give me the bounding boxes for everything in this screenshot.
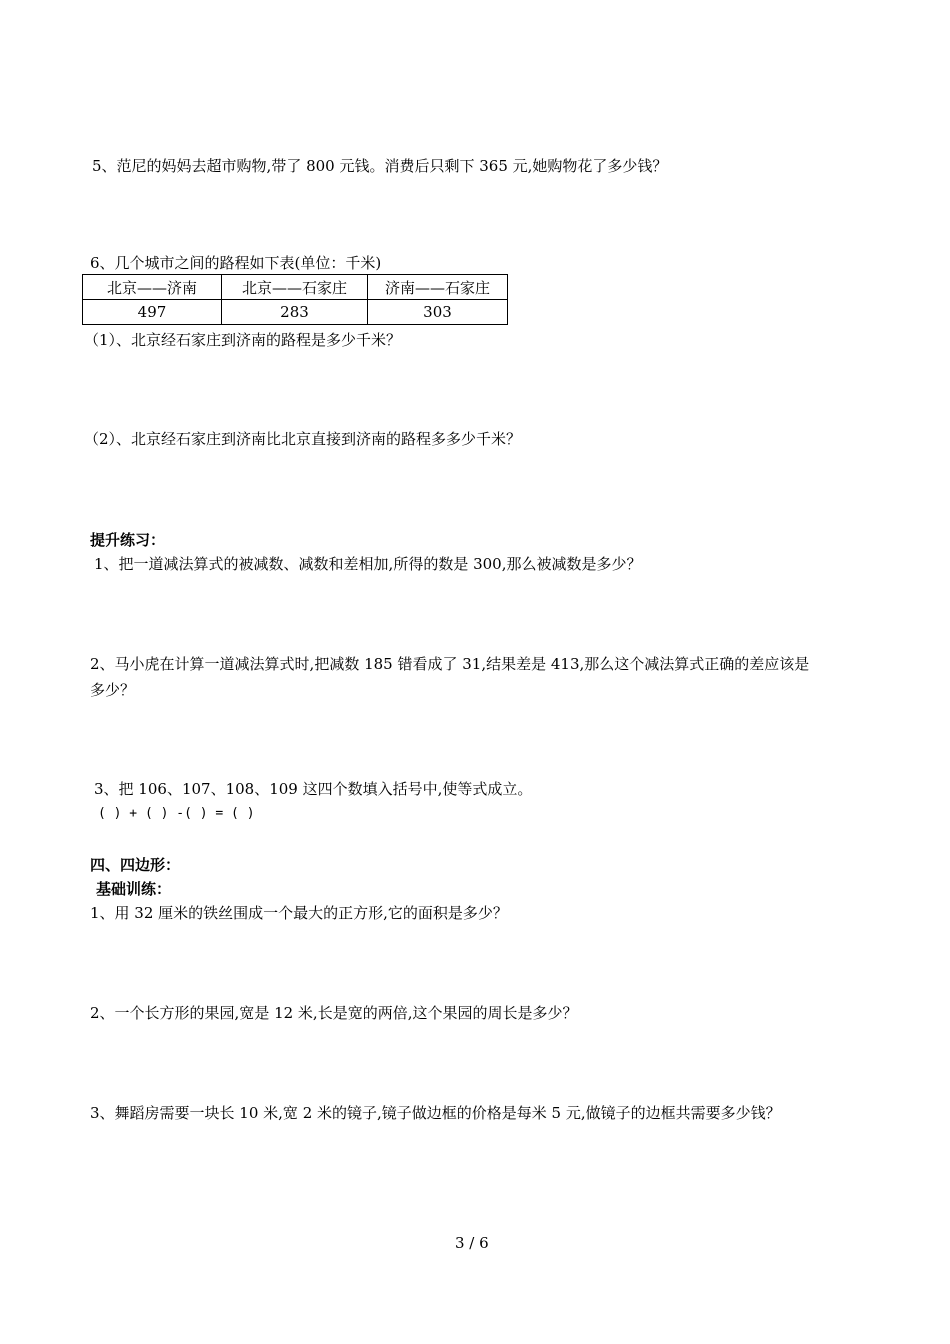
table-cell: 303	[368, 300, 508, 325]
route-table	[82, 274, 508, 325]
table-row	[83, 300, 508, 325]
table-header-cell: 北京——石家庄	[222, 275, 368, 300]
table-header-cell: 北京——济南	[83, 275, 222, 300]
question-6-sub1: （1）、北京经石家庄到济南的路程是多少千米？	[84, 331, 402, 349]
section-4-question-1: 1、用 32 厘米的铁丝围成一个最大的正方形,它的面积是多少？	[90, 904, 508, 922]
table-header-row	[83, 275, 508, 300]
advanced-question-3: 3、把 106、107、108、109 这四个数填入括号中,使等式成立。	[94, 780, 533, 798]
question-6-sub2: （2）、北京经石家庄到济南比北京直接到济南的路程多多少千米？	[84, 430, 522, 448]
equation-blanks: ( ) + ( ) -( ) = ( )	[98, 806, 255, 821]
section-4-subtitle: 基础训练：	[96, 880, 172, 898]
advanced-question-2-line1: 2、马小虎在计算一道减法算式时,把减数 185 错看成了 31,结果差是 413,那么这个减法算式正确的差应该是	[90, 655, 810, 673]
table-cell: 497	[83, 300, 222, 325]
section-4-question-3: 3、舞蹈房需要一块长 10 米,宽 2 米的镜子,镜子做边框的价格是每米 5 元,做镜子的边框共需要多少钱？	[90, 1104, 781, 1122]
table-header-cell: 济南——石家庄	[368, 275, 508, 300]
advanced-question-1: 1、把一道减法算式的被减数、减数和差相加,所得的数是 300,那么被减数是多少？	[94, 555, 642, 573]
question-6-intro: 6、几个城市之间的路程如下表(单位：千米)	[90, 254, 382, 272]
page-number: 3 / 6	[455, 1234, 489, 1252]
section-4-question-2: 2、一个长方形的果园,宽是 12 米,长是宽的两倍,这个果园的周长是多少？	[90, 1004, 578, 1022]
advanced-question-2-line2: 多少？	[90, 681, 136, 699]
table-cell: 283	[222, 300, 368, 325]
question-5: 5、范尼的妈妈去超市购物,带了 800 元钱。消费后只剩下 365 元,她购物花了多少钱？	[92, 157, 668, 175]
advanced-section-title: 提升练习：	[90, 531, 166, 549]
section-4-title: 四、四边形：	[90, 856, 181, 874]
